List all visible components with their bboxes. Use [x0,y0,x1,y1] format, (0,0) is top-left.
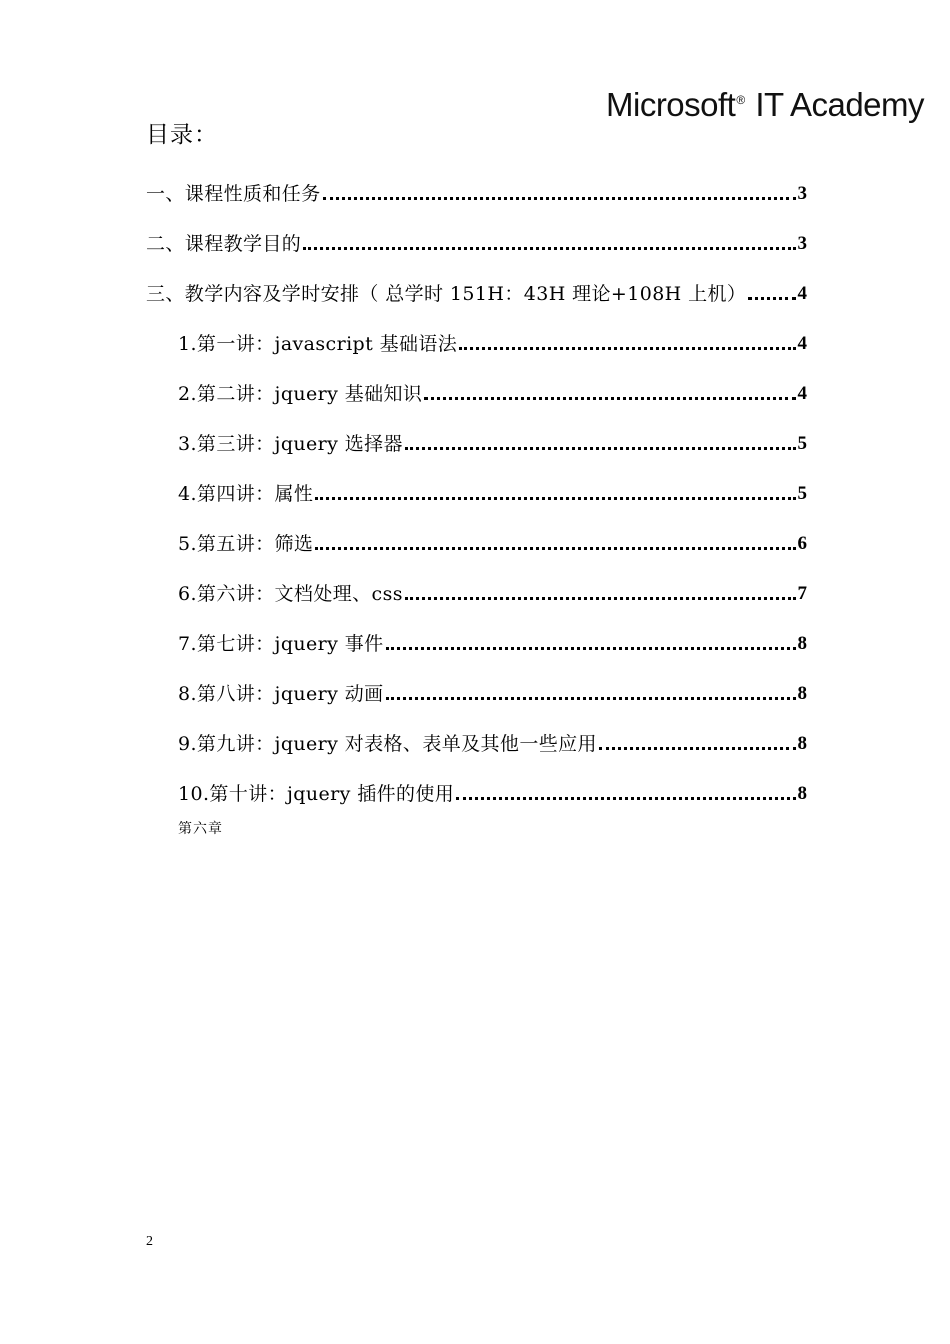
dot-leader [315,497,795,500]
toc-entry[interactable] [146,216,807,256]
toc-entry-page: 5 [797,433,807,454]
dot-leader [386,647,796,650]
toc-entry[interactable] [146,166,807,206]
dot-leader [323,197,796,200]
toc-entry-page: 4 [797,383,807,404]
toc-entry[interactable] [178,516,807,556]
dot-leader [386,697,796,700]
toc-entry-page: 3 [797,233,807,254]
toc-entry-page: 4 [797,333,807,354]
dot-leader [459,347,795,350]
dot-leader [599,747,796,750]
toc-entry-title: 一、课程性质和任务 [146,183,321,205]
toc-entry-title: 三、教学内容及学时安排（ 总学时 151H：43H 理论+108H 上机） [146,283,747,305]
dot-leader [315,547,795,550]
toc-entry-title: 8.第八讲：jquery 动画 [178,683,384,705]
toc-entry-title: 2.第二讲：jquery 基础知识 [178,383,423,405]
toc-entry[interactable] [146,266,807,306]
toc-entry[interactable] [178,616,807,656]
dot-leader [405,447,796,450]
dot-leader [405,597,796,600]
toc-entry-page: 8 [797,633,807,654]
dot-leader [456,797,795,800]
logo-text-main: Microsoft [606,86,736,123]
toc-entry-page: 8 [797,783,807,804]
toc-entry[interactable] [178,716,807,756]
dot-leader [424,397,795,400]
chapter-label: 第六章 [178,821,223,837]
toc-entry[interactable] [178,666,807,706]
toc-entry-title: 二、课程教学目的 [146,233,302,255]
logo-registered-mark: ® [736,93,745,107]
toc-entry-title: 6.第六讲：文档处理、css [178,583,403,605]
dot-leader [303,247,795,250]
toc-entry-title: 9.第九讲：jquery 对表格、表单及其他一些应用 [178,733,597,755]
page-number: 2 [146,1234,153,1249]
toc-entry-page: 3 [797,183,807,204]
toc-entry-title: 4.第四讲：属性 [178,483,314,505]
toc-entry-page: 6 [797,533,807,554]
toc-entry-page: 4 [797,283,807,304]
toc-entry[interactable] [178,766,807,806]
toc-entry[interactable] [178,416,807,456]
toc-entry[interactable] [178,366,807,406]
toc-entry[interactable] [178,566,807,606]
logo-text-rest: IT Academy [755,86,925,123]
dot-leader [748,297,795,300]
microsoft-it-academy-logo [606,86,936,124]
toc-heading: 目录： [146,122,218,148]
toc-entry-title: 3.第三讲：jquery 选择器 [178,433,403,455]
toc-entry[interactable] [178,316,807,356]
toc-entry-title: 1.第一讲：javascript 基础语法 [178,333,458,355]
toc-entry-title: 5.第五讲：筛选 [178,533,314,555]
toc-entry-title: 10.第十讲：jquery 插件的使用 [178,783,455,805]
toc-entry-title: 7.第七讲：jquery 事件 [178,633,384,655]
toc-entry-page: 8 [797,683,807,704]
toc-entry-page: 7 [797,583,807,604]
toc-entry[interactable] [178,466,807,506]
toc-entry-page: 8 [797,733,807,754]
toc-entry-page: 5 [797,483,807,504]
